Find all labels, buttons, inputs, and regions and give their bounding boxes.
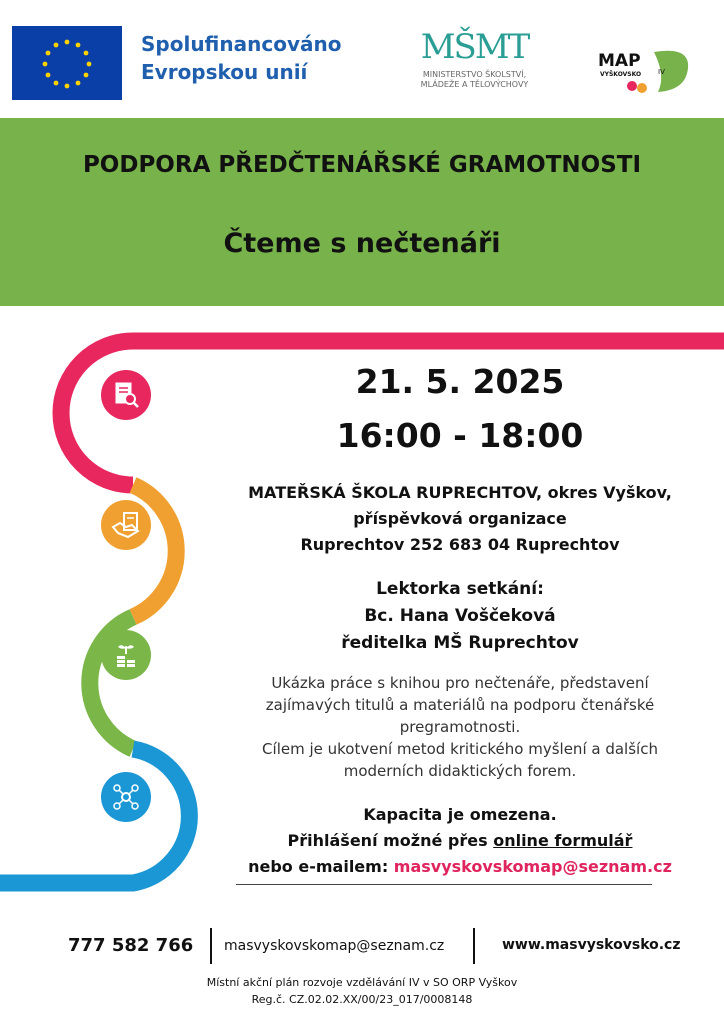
- lecturer-block: [200, 576, 720, 657]
- page-title: PODPORA PŘEDČTENÁŘSKÉ GRAMOTNOSTI: [82, 152, 642, 178]
- signup-prefix: Přihlášení možné přes: [287, 831, 494, 850]
- eu-text-line1: Spolufinancováno: [141, 32, 342, 56]
- description-line5: moderních didaktických forem.: [343, 762, 577, 780]
- description-line4: Cílem je ukotvení metod kritického myšlení a dalších: [262, 740, 658, 758]
- document-search-icon: [101, 370, 151, 420]
- lecturer-role: ředitelka MŠ Ruprechtov: [341, 633, 579, 653]
- eu-text-line2: Evropskou unií: [141, 60, 308, 84]
- capacity-note: Kapacita je omezena.: [363, 805, 557, 824]
- footer-website[interactable]: www.masvyskovsko.cz: [502, 937, 681, 953]
- footer-separator: [473, 928, 475, 964]
- map-sub: VYŠKOVSKO: [600, 71, 642, 78]
- map-roman: IV: [658, 68, 665, 76]
- eu-cofinanced-text: [141, 30, 341, 86]
- title-band: [0, 118, 724, 306]
- email-link[interactable]: masvyskovskomap@seznam.cz: [393, 857, 672, 876]
- event-date: 21. 5. 2025: [355, 362, 565, 401]
- description-line1: Ukázka práce s knihou pro nečtenáře, představení: [271, 674, 649, 692]
- footer-note: [0, 974, 724, 1008]
- email-line: [200, 854, 720, 880]
- footer-note-line2: Reg.č. CZ.02.02.XX/00/23_017/0008148: [251, 993, 473, 1006]
- map-logo: [596, 46, 690, 94]
- footer-note-line1: Místní akční plán rozvoje vzdělávání IV v SO ORP Vyškov: [206, 976, 518, 989]
- msmt-mark: MŠMT: [420, 27, 529, 67]
- page-subtitle: Čteme s nečtenáři: [223, 228, 501, 259]
- event-venue: [200, 480, 720, 558]
- msmt-line1: MINISTERSTVO ŠKOLSTVÍ,: [422, 70, 527, 79]
- venue-line1: MATEŘSKÁ ŠKOLA RUPRECHTOV, okres Vyškov,: [248, 483, 672, 502]
- event-time: 16:00 - 18:00: [336, 416, 584, 455]
- online-form-link[interactable]: online formulář: [493, 831, 633, 850]
- handshake-document-icon: [101, 500, 151, 550]
- map-title: MAP: [598, 51, 641, 71]
- venue-line3: Ruprechtov 252 683 04 Ruprechtov: [300, 535, 620, 554]
- eu-flag-logo: [12, 26, 122, 100]
- event-description: [220, 672, 700, 782]
- email-prefix: nebo e-mailem:: [248, 857, 394, 876]
- description-line2: zajímavých titulů a materiálů na podporu čtenářské: [265, 696, 655, 714]
- network-people-icon: [101, 772, 151, 822]
- signup-line: [200, 828, 720, 854]
- footer-phone: 777 582 766: [68, 935, 194, 956]
- plant-coins-icon: [101, 630, 151, 680]
- msmt-logo: [392, 24, 557, 104]
- description-line3: pregramotnosti.: [399, 718, 521, 736]
- blue-curve: [0, 749, 189, 883]
- venue-line2: příspěvková organizace: [353, 509, 567, 528]
- lecturer-name: Bc. Hana Voščeková: [364, 606, 556, 626]
- footer-email[interactable]: masvyskovskomap@seznam.cz: [224, 938, 445, 954]
- registration-block: [200, 802, 720, 880]
- divider: [236, 884, 652, 885]
- lecturer-heading: Lektorka setkání:: [376, 579, 544, 599]
- footer-separator: [210, 928, 212, 964]
- msmt-line2: MLÁDEŽE A TĚLOVÝCHOVY: [420, 80, 529, 89]
